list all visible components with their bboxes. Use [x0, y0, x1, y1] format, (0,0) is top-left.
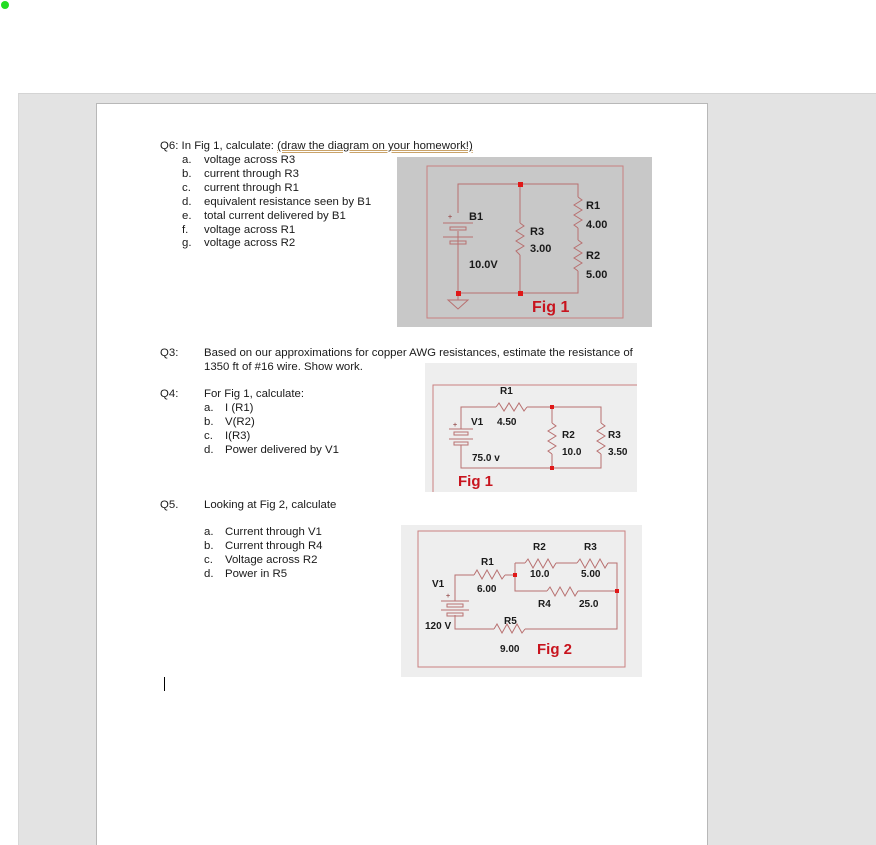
- r5-value: 9.00: [500, 644, 520, 655]
- r4-value: 25.0: [579, 599, 599, 610]
- q6-heading-text: Q6: In Fig 1, calculate:: [160, 140, 274, 152]
- figure-background: [401, 525, 642, 677]
- r1-name: R1: [500, 386, 513, 397]
- figure-q5-fig2: [401, 525, 642, 677]
- list-item-letter: d.: [204, 568, 214, 580]
- fig1-q6-diagram: [397, 157, 652, 327]
- source-value: 120 V: [425, 621, 452, 632]
- r2-name: R2: [586, 250, 601, 262]
- fig2-q5-diagram: [401, 525, 642, 677]
- q5-label: Q5.: [160, 499, 179, 511]
- list-item-letter: c.: [204, 430, 213, 442]
- q3-line2: 1350 ft of #16 wire. Show work.: [204, 361, 363, 373]
- figure-background: [397, 157, 652, 327]
- source-value: 10.0V: [469, 259, 498, 271]
- r1-value: 4.50: [497, 417, 517, 428]
- list-item: total current delivered by B1: [204, 209, 346, 222]
- r3-name: R3: [584, 542, 597, 553]
- list-item-letter: a.: [204, 402, 214, 414]
- list-item-letter: c.: [204, 554, 213, 566]
- plus-label: +: [453, 422, 458, 429]
- r3-name: R3: [530, 226, 545, 238]
- r1-value: 4.00: [586, 219, 608, 231]
- list-item: V(R2): [225, 416, 255, 428]
- list-item: voltage across R1: [204, 223, 296, 236]
- r2-name: R2: [562, 430, 575, 441]
- list-item: voltage across R2: [204, 237, 296, 250]
- node-marker: [518, 182, 523, 187]
- list-item: Power delivered by V1: [225, 444, 339, 456]
- figure-caption: Fig 1: [532, 299, 570, 316]
- list-item: voltage across R3: [204, 154, 296, 166]
- list-item: Power in R5: [225, 568, 288, 580]
- source-value: 75.0 v: [472, 453, 500, 464]
- r2-value: 10.0: [530, 569, 550, 580]
- r2-value: 10.0: [562, 447, 582, 458]
- r3-value: 3.00: [530, 243, 552, 255]
- list-item: current through R3: [204, 167, 299, 180]
- r1-value: 6.00: [477, 584, 497, 595]
- figure-caption: Fig 2: [537, 641, 573, 658]
- node-marker: [615, 589, 619, 593]
- plus-label: +: [448, 214, 453, 221]
- q5-heading: Looking at Fig 2, calculate: [204, 499, 337, 511]
- fig1-q4-diagram: [425, 363, 637, 492]
- r3-value: 5.00: [581, 569, 601, 580]
- q3-label: Q3:: [160, 347, 179, 359]
- source-name: B1: [469, 211, 484, 223]
- list-item: Voltage across R2: [225, 554, 318, 566]
- r5-name: R5: [504, 616, 517, 627]
- node-marker: [550, 405, 554, 409]
- list-item-letter: d.: [204, 444, 214, 456]
- r3-name: R3: [608, 430, 621, 441]
- list-item-letter: b.: [204, 416, 214, 428]
- node-marker: [456, 291, 461, 296]
- r1-name: R1: [481, 557, 494, 568]
- q6-heading: [160, 139, 473, 153]
- list-item-letter: a.: [182, 154, 192, 166]
- r2-value: 5.00: [586, 269, 608, 281]
- list-item: equivalent resistance seen by B1: [204, 195, 372, 208]
- r4-name: R4: [538, 599, 551, 610]
- node-marker: [550, 466, 554, 470]
- q3-line1: Based on our approximations for copper AWG resistances, estimate the resistance of: [204, 347, 633, 359]
- q4-heading: For Fig 1, calculate:: [204, 388, 305, 400]
- list-item: Current through R4: [225, 540, 323, 552]
- list-item-letter: c.: [182, 181, 191, 194]
- r1-name: R1: [586, 200, 601, 212]
- plus-label: +: [446, 593, 451, 600]
- list-item: I(R3): [225, 430, 251, 442]
- r2-name: R2: [533, 542, 546, 553]
- q4-label: Q4:: [160, 388, 179, 400]
- text-cursor: [164, 677, 165, 691]
- node-marker: [513, 573, 517, 577]
- node-marker: [518, 291, 523, 296]
- list-item-letter: a.: [204, 526, 214, 538]
- list-item-letter: d.: [182, 195, 192, 208]
- list-item: Current through V1: [225, 526, 322, 538]
- list-item: current through R1: [204, 181, 299, 194]
- list-item-letter: b.: [182, 167, 192, 180]
- figure-q6-fig1: [397, 157, 652, 327]
- list-item-letter: g.: [182, 237, 192, 250]
- list-item: I (R1): [225, 402, 254, 414]
- figure-caption: Fig 1: [458, 473, 494, 490]
- q6-note: (draw the diagram on your homework!): [277, 140, 473, 152]
- r3-value: 3.50: [608, 447, 628, 458]
- list-item-letter: b.: [204, 540, 214, 552]
- list-item-letter: e.: [182, 209, 192, 222]
- status-indicator-dot: [1, 1, 9, 9]
- source-name: V1: [471, 417, 484, 428]
- list-item-letter: f.: [182, 223, 189, 236]
- figure-q4-fig1: [425, 363, 637, 492]
- source-name: V1: [432, 579, 445, 590]
